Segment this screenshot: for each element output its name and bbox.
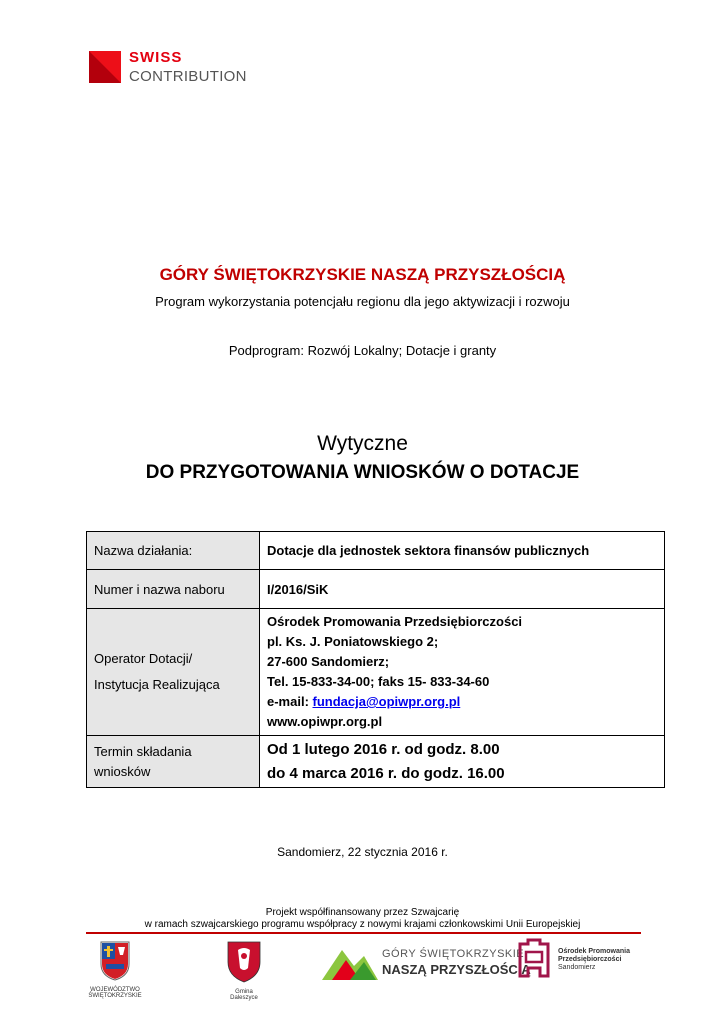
table-row <box>87 609 665 736</box>
row-value-operator <box>260 609 665 736</box>
logo1-caption-line2: ŚWIĘTOKRZYSKIE <box>88 993 142 999</box>
footer-line2: w ramach szwajcarskiego programu współpracy z nowymi krajami członkowskimi Unii Europejskiej <box>144 919 581 930</box>
gmina-crest-icon <box>222 938 266 984</box>
document-title: Wytyczne <box>317 432 408 455</box>
row-value-deadline <box>260 736 665 788</box>
footer-line1: Projekt współfinansowany przez Szwajcarię <box>265 907 460 918</box>
program-subtitle: Program wykorzystania potencjału regionu dla jego aktywizacji i rozwoju <box>155 294 570 309</box>
operator-label-line2: Instytucja Realizująca <box>94 677 220 692</box>
operator-www: www.opiwpr.org.pl <box>267 714 383 729</box>
operator-label-line1: Operator Dotacji/ <box>94 651 193 666</box>
operator-org: Ośrodek Promowania Przedsiębiorczości <box>267 614 523 629</box>
logo3-line2: NASZĄ PRZYSZŁOŚCIĄ <box>382 962 531 977</box>
logo-wojewodztwo <box>86 938 144 999</box>
osrodek-emblem-icon <box>514 938 554 980</box>
footer-divider <box>86 932 641 934</box>
row-value-action: Dotacje dla jednostek sektora finansów publicznych <box>260 532 665 570</box>
coat-of-arms-icon <box>86 938 144 982</box>
deadline-label-line2: wniosków <box>94 763 151 779</box>
operator-email-line <box>267 692 657 712</box>
operator-city: 27-600 Sandomierz; <box>267 654 390 669</box>
deadline-end: do 4 marca 2016 r. do godz. 16.00 <box>267 764 505 782</box>
mountains-icon <box>320 940 380 982</box>
swiss-logo-icon <box>89 51 121 83</box>
logo-text-swiss: SWISS <box>129 49 183 66</box>
logo4-line2: Przedsiębiorczości <box>558 956 622 963</box>
operator-phone: Tel. 15-833-34-00; faks 15- 833-34-60 <box>267 674 490 689</box>
row-label-call: Numer i nazwa naboru <box>87 570 260 609</box>
email-prefix: e-mail: <box>267 694 313 709</box>
logo-text-contribution: CONTRIBUTION <box>129 68 247 85</box>
logo3-line1: GÓRY ŚWIĘTOKRZYSKIE <box>382 948 525 960</box>
logo4-line3: Sandomierz <box>558 964 596 971</box>
logo4-line1: Ośrodek Promowania <box>558 948 630 955</box>
table-row <box>87 532 665 570</box>
subprogram: Podprogram: Rozwój Lokalny; Dotacje i granty <box>228 343 497 358</box>
logo-gmina <box>222 938 266 1001</box>
logo2-caption: Gmina Daleszyce <box>230 989 258 1001</box>
table-row <box>87 736 665 788</box>
logo1-caption-line1: WOJEWÓDZTWO <box>90 987 140 993</box>
row-label-operator <box>87 609 260 736</box>
swiss-contribution-logo <box>89 51 269 89</box>
deadline-label-line1: Termin składania <box>94 743 192 759</box>
deadline-start: Od 1 lutego 2016 r. od godz. 8.00 <box>267 740 500 758</box>
row-label-deadline <box>87 736 260 788</box>
row-value-call: I/2016/SiK <box>260 570 665 609</box>
row-label-action: Nazwa działania: <box>87 532 260 570</box>
program-title: GÓRY ŚWIĘTOKRZYSKIE NASZĄ PRZYSZŁOŚCIĄ <box>159 265 566 284</box>
email-link[interactable]: fundacja@opiwpr.org.pl <box>312 694 461 709</box>
table-row <box>87 570 665 609</box>
document-subtitle: DO PRZYGOTOWANIA WNIOSKÓW O DOTACJE <box>145 462 580 483</box>
document-date: Sandomierz, 22 stycznia 2016 r. <box>277 845 448 859</box>
info-table <box>86 531 665 788</box>
operator-street: pl. Ks. J. Poniatowskiego 2; <box>267 634 439 649</box>
